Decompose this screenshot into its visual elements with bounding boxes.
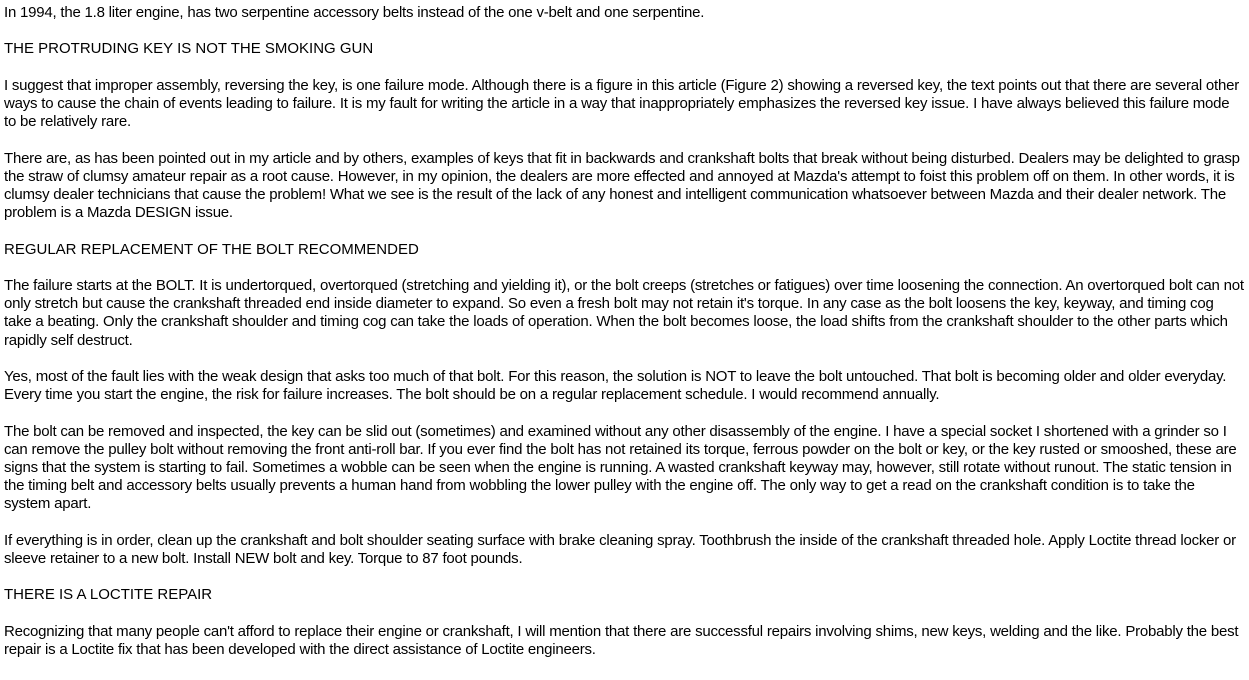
paragraph-improper-assembly: I suggest that improper assembly, reversing the key, is one failure mode. Although there is a figure in this article (Figure 2) showing a reversed key, the text points out that there are several other ways to cause the chain of events leading to failure. It is my fault for writing the article in a way that inappropriately emphasizes the reversed key issue. I have always believed this failure mode to be relatively rare.: [4, 76, 1239, 131]
paragraph-failure-starts: The failure starts at the BOLT. It is undertorqued, overtorqued (stretching and yielding it), or the bolt creeps (stretches or fatigues) over time loosening the connection. An overtorqued bolt can not only stretch but cause the crankshaft threaded end inside diameter to expand. So even a fresh bolt may not retain it's torque. In any case as the bolt loosens the key, keyway, and timing cog take a beating. Only the crankshaft shoulder and timing cog can take the loads of operation. When the bolt becomes loose, the load shifts from the crankshaft shoulder to the other parts which rapidly self destruct.: [4, 276, 1244, 349]
section-heading-protruding-key: THE PROTRUDING KEY IS NOT THE SMOKING GUN: [4, 40, 374, 58]
section-heading-bolt-replacement: REGULAR REPLACEMENT OF THE BOLT RECOMMENDED: [4, 240, 419, 258]
paragraph-dealers: There are, as has been pointed out in my article and by others, examples of keys that fit in backwards and crankshaft bolts that break without being disturbed. Dealers may be delighted to grasp the straw of clumsy amateur repair as a root cause. However, in my opinion, the dealers are more effected and annoyed at Mazda's attempt to foist this problem off on them. In other words, it is clumsy dealer technicians that cause the problem! What we see is the result of the lack of any honest and intelligent communication whatsoever between Mazda and their dealer network. The problem is a Mazda DESIGN issue.: [4, 149, 1240, 222]
paragraph-inspection: The bolt can be removed and inspected, the key can be slid out (sometimes) and examined without any other disassembly of the engine. I have a special socket I shortened with a grinder so I can remove the pulley bolt without removing the front anti-roll bar. If you ever find the bolt has not retained its torque, ferrous powder on the bolt or key, or the key rusted or smooshed, these are signs that the system is starting to fail. Sometimes a wobble can be seen when the engine is running. A wasted crankshaft keyway may, however, still rotate without runout. The static tension in the timing belt and accessory belts usually prevents a human hand from wobbling the lower pulley with the engine off. The only way to get a read on the crankshaft condition is to take the system apart.: [4, 422, 1237, 513]
paragraph-cleanup: If everything is in order, clean up the crankshaft and bolt shoulder seating surface with brake cleaning spray. Toothbrush the inside of the crankshaft threaded hole. Apply Loctite thread locker or sleeve retainer to a new bolt. Install NEW bolt and key. Torque to 87 foot pounds.: [4, 531, 1236, 567]
paragraph-belts-1994: In 1994, the 1.8 liter engine, has two serpentine accessory belts instead of the one v-belt and one serpentine.: [4, 4, 705, 21]
paragraph-weak-design: Yes, most of the fault lies with the weak design that asks too much of that bolt. For this reason, the solution is NOT to leave the bolt untouched. That bolt is becoming older and older everyday. Every time you start the engine, the risk for failure increases. The bolt should be on a regular replacement schedule. I would recommend annually.: [4, 367, 1227, 404]
paragraph-loctite-repair: Recognizing that many people can't afford to replace their engine or crankshaft, I will mention that there are successful repairs involving shims, new keys, welding and the like. Probably the best repair is a Loctite fix that has been developed with the direct assistance of Loctite engineers.: [4, 622, 1239, 658]
section-heading-loctite: THERE IS A LOCTITE REPAIR: [4, 586, 213, 604]
